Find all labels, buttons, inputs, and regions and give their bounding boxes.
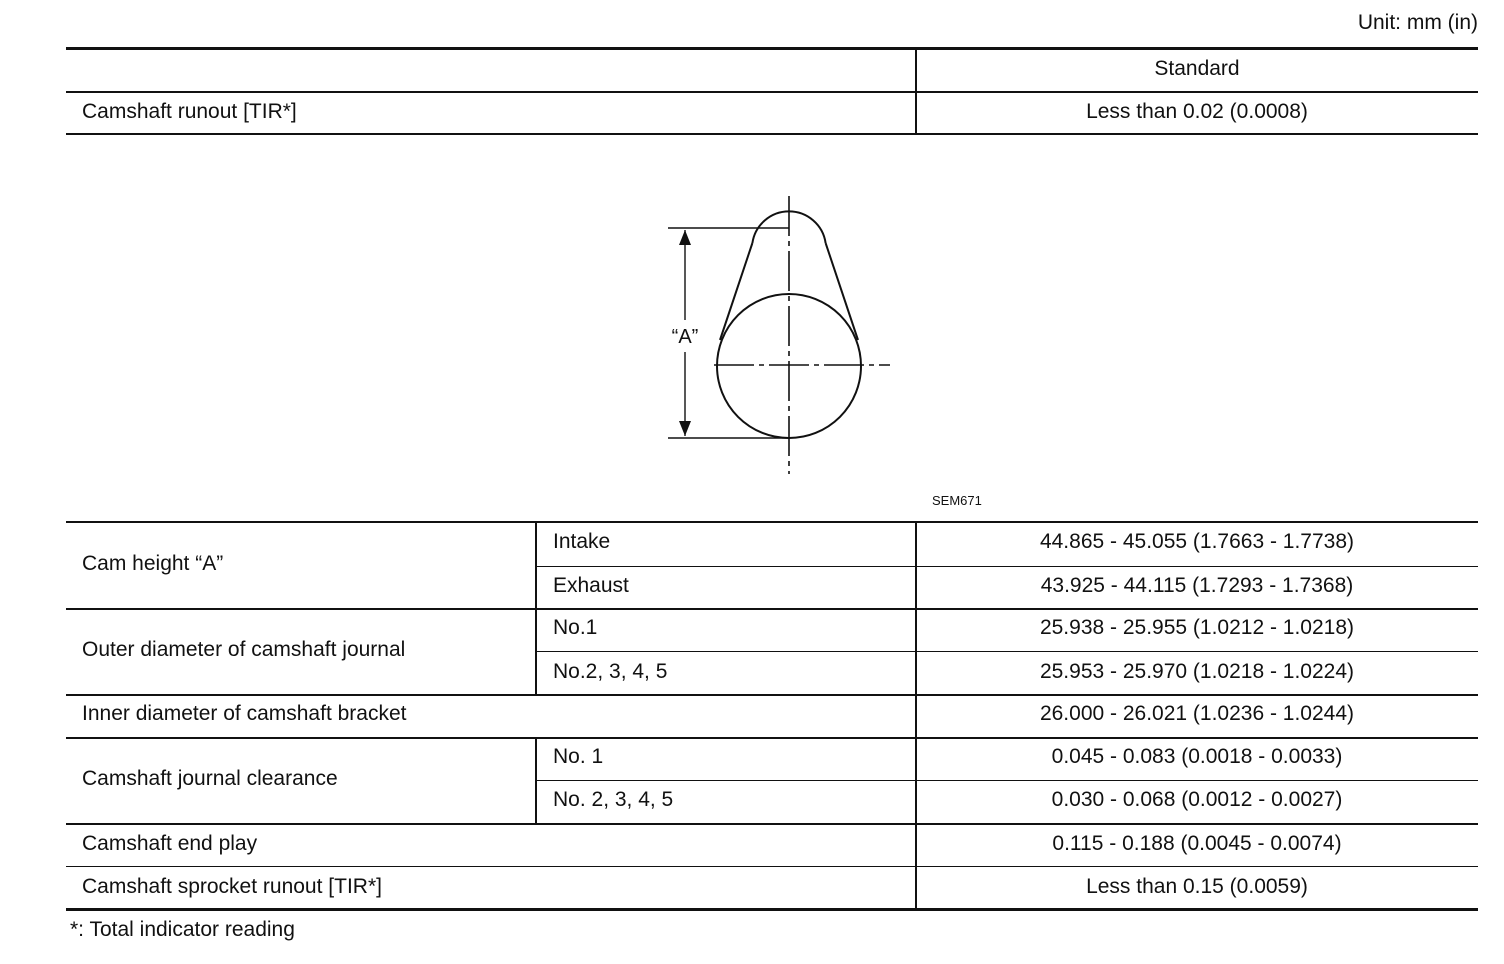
row-divider xyxy=(66,91,1478,93)
cam-height-intake-label: Intake xyxy=(553,530,611,553)
journal-od-no2-label: No.2, 3, 4, 5 xyxy=(553,660,668,683)
standard-header: Standard xyxy=(1154,57,1240,80)
clearance-no1-label: No. 1 xyxy=(553,745,604,768)
journal-od-no1-value: 25.938 - 25.955 (1.0212 - 1.0218) xyxy=(1039,616,1355,639)
sprocket-runout-value: Less than 0.15 (0.0059) xyxy=(1086,875,1308,898)
cam-height-exhaust-label: Exhaust xyxy=(553,574,629,597)
row-divider xyxy=(66,694,1478,696)
table-bottom-border xyxy=(66,133,1478,135)
clearance-no1-value: 0.045 - 0.083 (0.0018 - 0.0033) xyxy=(1051,745,1343,768)
journal-od-no1-label: No.1 xyxy=(553,616,598,639)
cam-lobe-flank-left xyxy=(720,243,752,340)
camshaft-runout-label: Camshaft runout [TIR*] xyxy=(82,100,297,123)
figure-code: SEM671 xyxy=(932,493,982,508)
cam-height-intake-value: 44.865 - 45.055 (1.7663 - 1.7738) xyxy=(1039,530,1355,553)
clearance-no2-value: 0.030 - 0.068 (0.0012 - 0.0027) xyxy=(1051,788,1343,811)
journal-od-label: Outer diameter of camshaft journal xyxy=(82,638,406,661)
unit-label: Unit: mm (in) xyxy=(1357,11,1478,34)
dimension-arrow-down xyxy=(679,421,691,436)
end-play-value: 0.115 - 0.188 (0.0045 - 0.0074) xyxy=(1052,832,1342,855)
journal-od-no2-value: 25.953 - 25.970 (1.0218 - 1.0224) xyxy=(1039,660,1355,683)
cam-height-exhaust-value: 43.925 - 44.115 (1.7293 - 1.7368) xyxy=(1040,574,1354,597)
dimension-arrow-up xyxy=(679,230,691,245)
bracket-id-label: Inner diameter of camshaft bracket xyxy=(82,702,407,725)
table-bottom-border xyxy=(66,908,1478,911)
cam-height-label: Cam height “A” xyxy=(82,552,224,575)
row-divider xyxy=(536,780,1478,781)
footnote: *: Total indicator reading xyxy=(70,918,295,941)
row-divider xyxy=(536,566,1478,567)
row-divider xyxy=(66,866,1478,867)
subcolumn-divider xyxy=(535,738,537,824)
bracket-id-value: 26.000 - 26.021 (1.0236 - 1.0244) xyxy=(1039,702,1355,725)
dimension-label-a: “A” xyxy=(671,326,699,348)
row-divider xyxy=(536,651,1478,652)
clearance-label: Camshaft journal clearance xyxy=(82,767,338,790)
camshaft-runout-value: Less than 0.02 (0.0008) xyxy=(1086,100,1308,123)
row-divider xyxy=(66,737,1478,739)
table-top-border xyxy=(66,521,1478,523)
subcolumn-divider xyxy=(535,522,537,695)
sprocket-runout-label: Camshaft sprocket runout [TIR*] xyxy=(82,875,382,898)
cam-height-diagram xyxy=(660,190,900,480)
row-divider xyxy=(66,823,1478,825)
cam-lobe-flank-right xyxy=(826,243,858,340)
end-play-label: Camshaft end play xyxy=(82,832,258,855)
table-top-border xyxy=(66,47,1478,50)
clearance-no2-label: No. 2, 3, 4, 5 xyxy=(553,788,674,811)
row-divider xyxy=(66,608,1478,610)
